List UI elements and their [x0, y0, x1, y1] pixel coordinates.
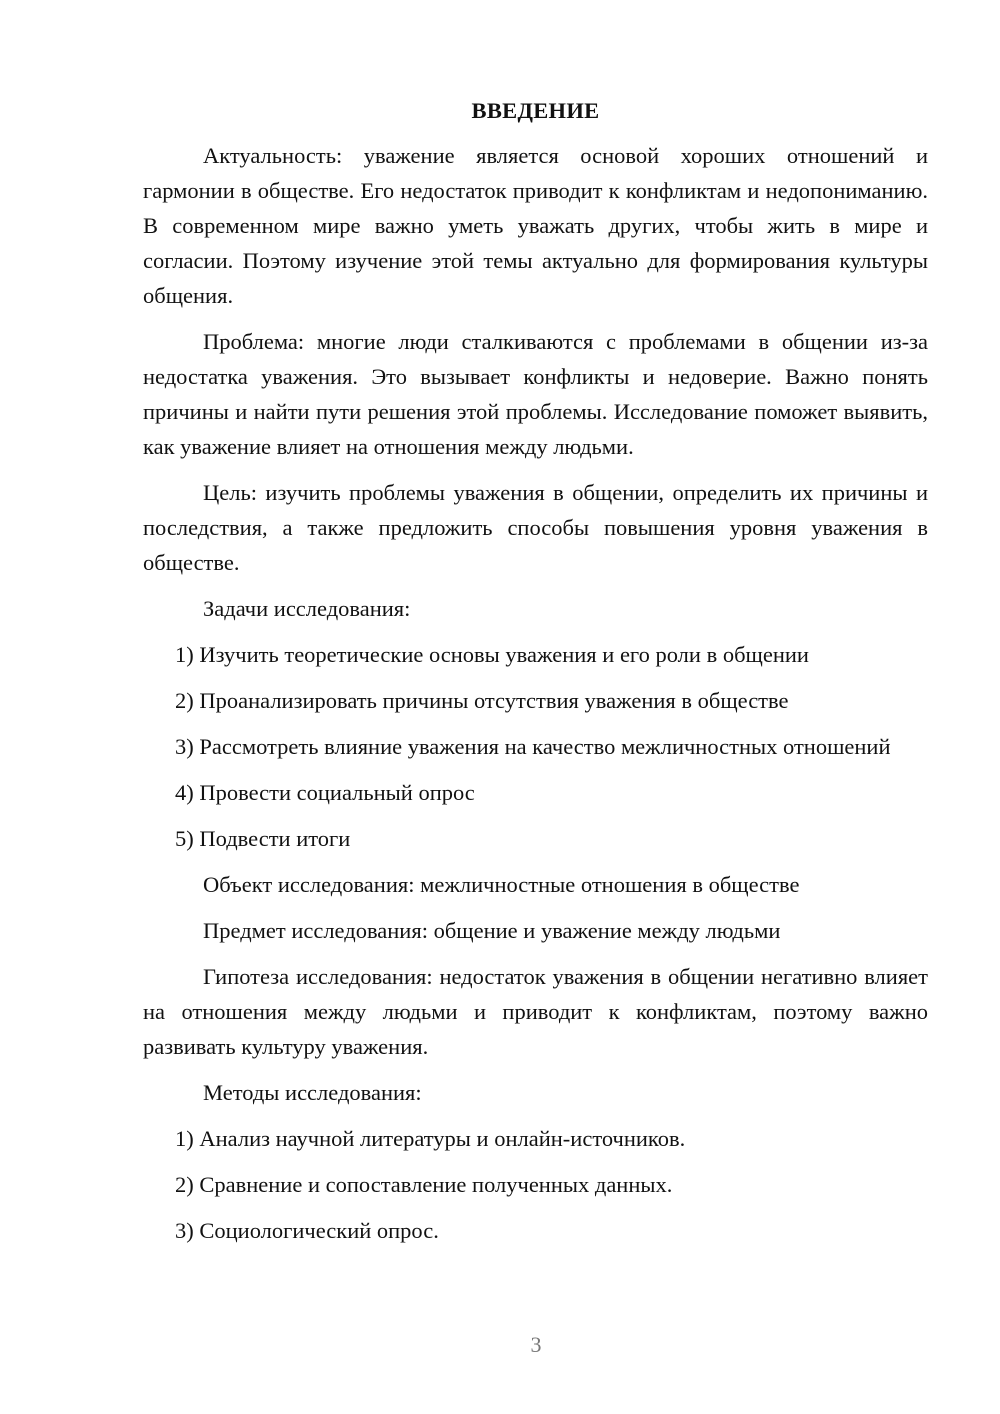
task-item: 5) Подвести итоги	[175, 826, 351, 851]
page-number: 3	[530, 1332, 542, 1357]
problem-paragraph: Проблема: многие люди сталкиваются с проблемами в общении из-за недостатка уважения. Это вызывает конфликты и недоверие. Важно понять причины и найти пути решения этой проблемы. Исследование поможет выявить, как уважение влияет на отношения между людьми.	[143, 329, 928, 459]
research-subject: Предмет исследования: общение и уважение между людьми	[203, 918, 781, 943]
hypothesis-paragraph: Гипотеза исследования: недостаток уважения в общении негативно влияет на отношения между людьми и приводит к конфликтам, поэтому важно развивать культуру уважения.	[143, 964, 928, 1059]
tasks-heading: Задачи исследования:	[203, 596, 411, 621]
method-item: 1) Анализ научной литературы и онлайн-источников.	[175, 1126, 686, 1151]
task-item: 2) Проанализировать причины отсутствия уважения в обществе	[175, 688, 789, 713]
relevance-paragraph: Актуальность: уважение является основой хороших отношений и гармонии в обществе. Его недостаток приводит к конфликтам и недопониманию. В современном мире важно уметь уважать других, чтобы жить в мире и согласии. Поэтому изучение этой темы актуально для формирования культуры общения.	[143, 143, 928, 308]
document-body	[143, 96, 928, 1259]
task-item: 3) Рассмотреть влияние уважения на качество межличностных отношений	[175, 734, 891, 759]
research-object: Объект исследования: межличностные отношения в обществе	[203, 872, 800, 897]
methods-heading: Методы исследования:	[203, 1080, 422, 1105]
method-item: 3) Социологический опрос.	[175, 1218, 439, 1243]
goal-paragraph: Цель: изучить проблемы уважения в общении, определить их причины и последствия, а также предложить способы повышения уровня уважения в обществе.	[143, 480, 928, 575]
task-item: 4) Провести социальный опрос	[175, 780, 475, 805]
page-title: ВВЕДЕНИЕ	[471, 98, 600, 123]
task-item: 1) Изучить теоретические основы уважения и его роли в общении	[175, 642, 809, 667]
method-item: 2) Сравнение и сопоставление полученных данных.	[175, 1172, 673, 1197]
